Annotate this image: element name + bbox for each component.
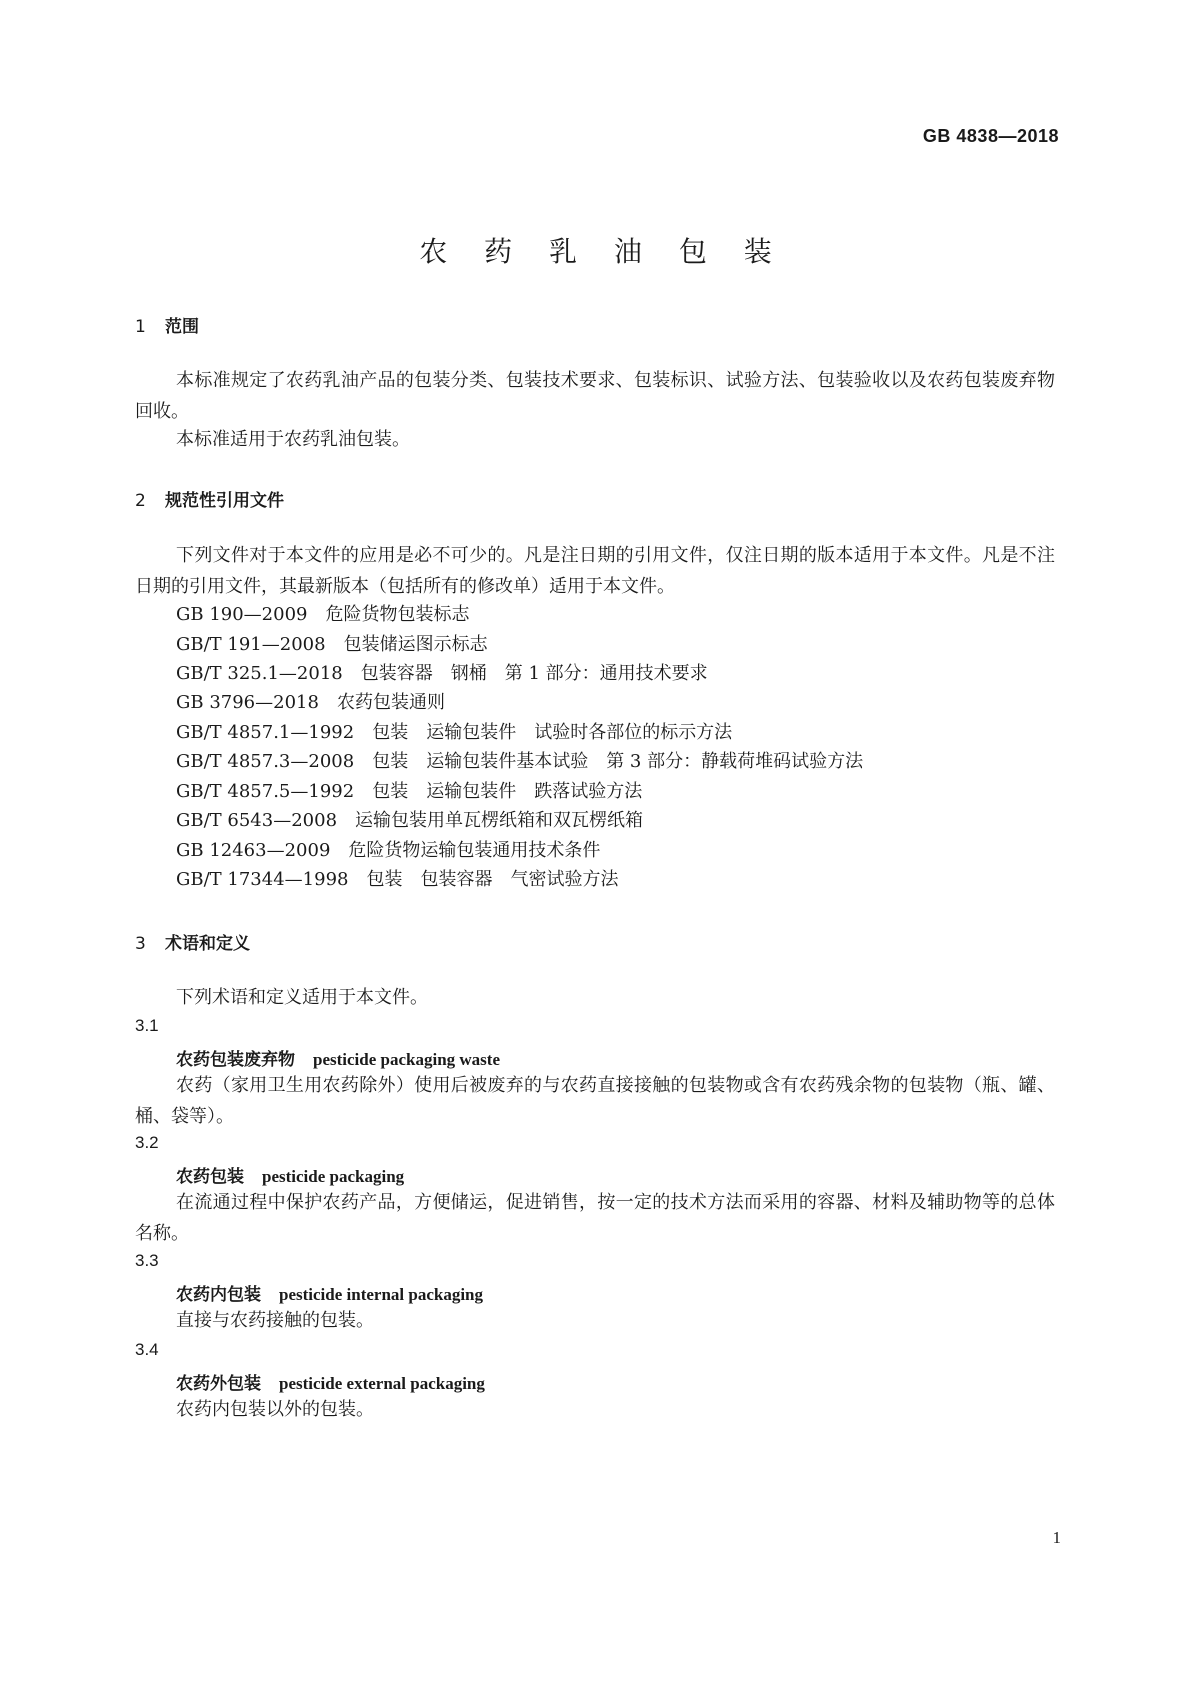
term-definition: 农药（家用卫生用农药除外）使用后被废弃的与农药直接接触的包装物或含有农药残余物的包装物（瓶、罐、桶、袋等）。 xyxy=(135,1075,1055,1127)
reference-item: GB/T 4857.1—1992 包装 运输包装件 试验时各部位的标示方法 xyxy=(176,722,733,743)
section-2-intro: 下列文件对于本文件的应用是必不可少的。凡是注日期的引用文件，仅注日期的版本适用于本文件。凡是不注日期的引用文件，其最新版本（包括所有的修改单）适用于本文件。 xyxy=(135,545,1055,597)
section-1-heading xyxy=(135,312,199,337)
term-chinese: 农药内包装 xyxy=(176,1285,261,1305)
section-title: 术语和定义 xyxy=(165,934,250,954)
standard-number: GB 4838—2018 xyxy=(922,126,1059,146)
reference-item: GB/T 4857.3—2008 包装 运输包装件基本试验 第 3 部分：静载荷堆码试验方法 xyxy=(176,751,864,772)
page-number: 1 xyxy=(1052,1528,1061,1547)
term-heading xyxy=(176,1280,483,1305)
term-english: pesticide packaging waste xyxy=(313,1050,500,1069)
reference-item: GB/T 191—2008 包装储运图示标志 xyxy=(176,634,488,655)
section-1-paragraph-1: 本标准规定了农药乳油产品的包装分类、包装技术要求、包装标识、试验方法、包装验收以及农药包装废弃物回收。 xyxy=(135,370,1055,422)
term-english: pesticide packaging xyxy=(262,1167,405,1186)
term-heading xyxy=(176,1162,404,1187)
reference-item: GB/T 6543—2008 运输包装用单瓦楞纸箱和双瓦楞纸箱 xyxy=(176,810,644,831)
term-chinese: 农药包装 xyxy=(176,1167,244,1187)
section-number: 1 xyxy=(135,317,146,337)
term-number: 3.3 xyxy=(135,1251,159,1270)
term-english: pesticide internal packaging xyxy=(279,1285,484,1304)
term-number: 3.2 xyxy=(135,1133,159,1152)
term-heading xyxy=(176,1045,500,1070)
section-3-intro: 下列术语和定义适用于本文件。 xyxy=(176,987,428,1008)
document-title: 农 药 乳 油 包 装 xyxy=(419,235,786,268)
term-definition: 直接与农药接触的包装。 xyxy=(176,1310,374,1331)
term-chinese: 农药外包装 xyxy=(176,1374,261,1394)
section-title: 规范性引用文件 xyxy=(165,491,284,511)
term-number: 3.4 xyxy=(135,1340,159,1359)
term-definition: 农药内包装以外的包装。 xyxy=(176,1399,374,1420)
reference-item: GB/T 4857.5—1992 包装 运输包装件 跌落试验方法 xyxy=(176,781,643,802)
term-number: 3.1 xyxy=(135,1016,159,1035)
section-2-heading xyxy=(135,486,284,511)
term-chinese: 农药包装废弃物 xyxy=(176,1050,295,1070)
term-heading xyxy=(176,1369,485,1394)
reference-item: GB 190—2009 危险货物包装标志 xyxy=(176,604,470,625)
reference-item: GB 3796—2018 农药包装通则 xyxy=(176,692,445,713)
section-1-paragraph-2: 本标准适用于农药乳油包装。 xyxy=(176,429,410,450)
section-number: 2 xyxy=(135,491,146,511)
term-definition: 在流通过程中保护农药产品，方便储运，促进销售，按一定的技术方法而采用的容器、材料及辅助物等的总体名称。 xyxy=(135,1192,1055,1244)
section-number: 3 xyxy=(135,934,146,954)
reference-item: GB 12463—2009 危险货物运输包装通用技术条件 xyxy=(176,840,601,861)
reference-item: GB/T 325.1—2018 包装容器 钢桶 第 1 部分：通用技术要求 xyxy=(176,663,708,684)
section-title: 范围 xyxy=(165,317,199,337)
term-english: pesticide external packaging xyxy=(279,1374,485,1393)
section-3-heading xyxy=(135,929,250,954)
reference-item: GB/T 17344—1998 包装 包装容器 气密试验方法 xyxy=(176,869,619,890)
